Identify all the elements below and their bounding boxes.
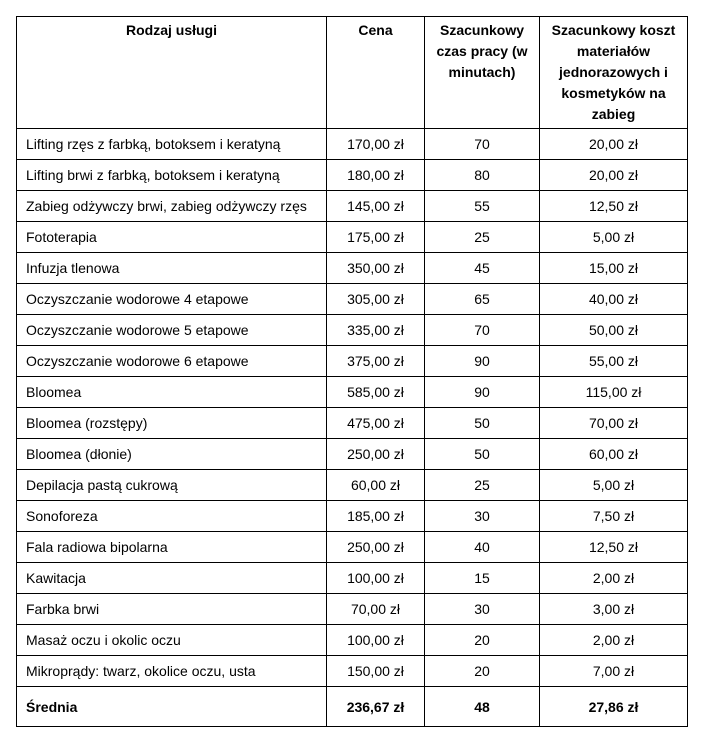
price-cell: 350,00 zł <box>327 253 425 284</box>
table-row <box>17 470 688 501</box>
table-row <box>17 625 688 656</box>
service-cell: Oczyszczanie wodorowe 5 etapowe <box>17 315 327 346</box>
time-cell: 90 <box>425 377 540 408</box>
time-cell: 90 <box>425 346 540 377</box>
header-row <box>17 17 688 129</box>
price-cell: 250,00 zł <box>327 532 425 563</box>
service-cell: Bloomea <box>17 377 327 408</box>
table-row <box>17 253 688 284</box>
time-cell: 45 <box>425 253 540 284</box>
time-cell: 20 <box>425 656 540 687</box>
service-cell: Oczyszczanie wodorowe 6 etapowe <box>17 346 327 377</box>
table-row <box>17 377 688 408</box>
table-row <box>17 315 688 346</box>
table-body <box>17 129 688 687</box>
table-row <box>17 191 688 222</box>
service-cell: Lifting rzęs z farbką, botoksem i keratyną <box>17 129 327 160</box>
price-cell: 145,00 zł <box>327 191 425 222</box>
cost-cell: 5,00 zł <box>540 222 688 253</box>
col-header-time: Szacunkowy czas pracy (w minutach) <box>425 17 540 129</box>
services-pricing-table <box>16 16 688 727</box>
table-row <box>17 284 688 315</box>
time-cell: 20 <box>425 625 540 656</box>
cost-cell: 20,00 zł <box>540 129 688 160</box>
service-cell: Lifting brwi z farbką, botoksem i keratyną <box>17 160 327 191</box>
price-cell: 185,00 zł <box>327 501 425 532</box>
summary-price: 236,67 zł <box>327 687 425 727</box>
price-cell: 100,00 zł <box>327 563 425 594</box>
cost-cell: 5,00 zł <box>540 470 688 501</box>
time-cell: 65 <box>425 284 540 315</box>
table-row <box>17 346 688 377</box>
cost-cell: 55,00 zł <box>540 346 688 377</box>
summary-cost: 27,86 zł <box>540 687 688 727</box>
price-cell: 375,00 zł <box>327 346 425 377</box>
price-cell: 60,00 zł <box>327 470 425 501</box>
cost-cell: 7,50 zł <box>540 501 688 532</box>
table-row <box>17 656 688 687</box>
summary-time: 48 <box>425 687 540 727</box>
cost-cell: 60,00 zł <box>540 439 688 470</box>
service-cell: Bloomea (rozstępy) <box>17 408 327 439</box>
cost-cell: 40,00 zł <box>540 284 688 315</box>
service-cell: Zabieg odżywczy brwi, zabieg odżywczy rzęs <box>17 191 327 222</box>
service-cell: Kawitacja <box>17 563 327 594</box>
cost-cell: 12,50 zł <box>540 532 688 563</box>
cost-cell: 12,50 zł <box>540 191 688 222</box>
summary-label: Średnia <box>17 687 327 727</box>
price-cell: 175,00 zł <box>327 222 425 253</box>
cost-cell: 2,00 zł <box>540 563 688 594</box>
cost-cell: 15,00 zł <box>540 253 688 284</box>
time-cell: 30 <box>425 594 540 625</box>
price-cell: 585,00 zł <box>327 377 425 408</box>
table-row <box>17 501 688 532</box>
cost-cell: 50,00 zł <box>540 315 688 346</box>
time-cell: 15 <box>425 563 540 594</box>
price-cell: 150,00 zł <box>327 656 425 687</box>
col-header-price: Cena <box>327 17 425 129</box>
price-cell: 180,00 zł <box>327 160 425 191</box>
price-cell: 305,00 zł <box>327 284 425 315</box>
service-cell: Fototerapia <box>17 222 327 253</box>
time-cell: 30 <box>425 501 540 532</box>
time-cell: 50 <box>425 439 540 470</box>
time-cell: 25 <box>425 222 540 253</box>
service-cell: Bloomea (dłonie) <box>17 439 327 470</box>
time-cell: 70 <box>425 129 540 160</box>
table-row <box>17 408 688 439</box>
service-cell: Masaż oczu i okolic oczu <box>17 625 327 656</box>
table-row <box>17 129 688 160</box>
price-cell: 170,00 zł <box>327 129 425 160</box>
service-cell: Oczyszczanie wodorowe 4 etapowe <box>17 284 327 315</box>
price-cell: 335,00 zł <box>327 315 425 346</box>
cost-cell: 3,00 zł <box>540 594 688 625</box>
col-header-service: Rodzaj usługi <box>17 17 327 129</box>
price-cell: 475,00 zł <box>327 408 425 439</box>
cost-cell: 20,00 zł <box>540 160 688 191</box>
table-row <box>17 222 688 253</box>
time-cell: 70 <box>425 315 540 346</box>
price-cell: 70,00 zł <box>327 594 425 625</box>
time-cell: 50 <box>425 408 540 439</box>
service-cell: Farbka brwi <box>17 594 327 625</box>
table-row <box>17 532 688 563</box>
service-cell: Infuzja tlenowa <box>17 253 327 284</box>
service-cell: Fala radiowa bipolarna <box>17 532 327 563</box>
time-cell: 80 <box>425 160 540 191</box>
cost-cell: 70,00 zł <box>540 408 688 439</box>
cost-cell: 7,00 zł <box>540 656 688 687</box>
summary-row <box>17 687 688 727</box>
cost-cell: 2,00 zł <box>540 625 688 656</box>
table-row <box>17 594 688 625</box>
cost-cell: 115,00 zł <box>540 377 688 408</box>
time-cell: 40 <box>425 532 540 563</box>
service-cell: Mikroprądy: twarz, okolice oczu, usta <box>17 656 327 687</box>
price-cell: 250,00 zł <box>327 439 425 470</box>
service-cell: Depilacja pastą cukrową <box>17 470 327 501</box>
price-cell: 100,00 zł <box>327 625 425 656</box>
table-row <box>17 160 688 191</box>
col-header-materials-cost: Szacunkowy koszt materiałów jednorazowych i kosmetyków na zabieg <box>540 17 688 129</box>
service-cell: Sonoforeza <box>17 501 327 532</box>
table-row <box>17 439 688 470</box>
time-cell: 25 <box>425 470 540 501</box>
time-cell: 55 <box>425 191 540 222</box>
table-row <box>17 563 688 594</box>
